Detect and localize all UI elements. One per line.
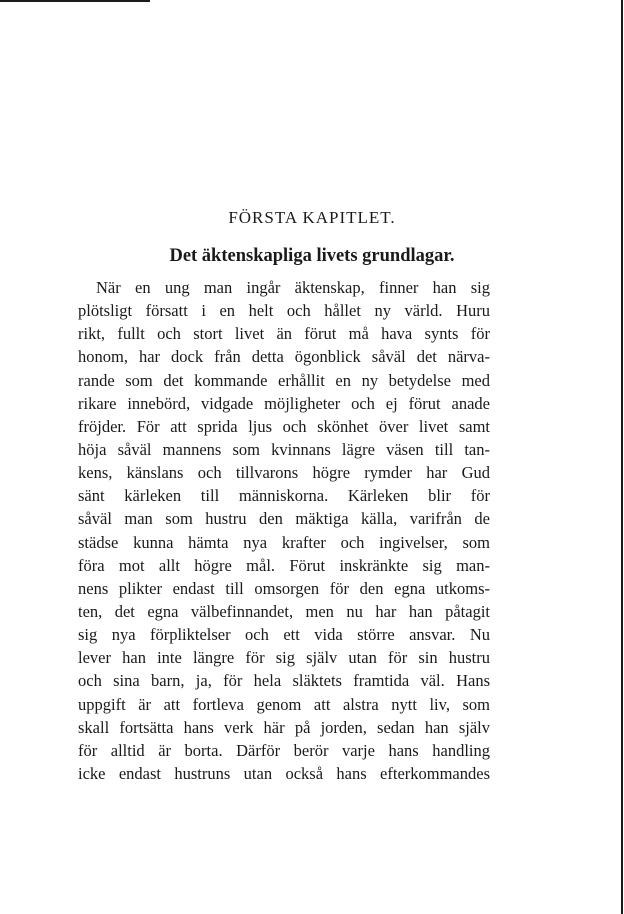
paragraph-line: skall fortsätta hans verk här på jorden, sedan han själv (78, 717, 490, 737)
paragraph-line: sig nya förpliktelser och ett vida större ansvar. Nu (78, 625, 490, 645)
chapter-heading: FÖRSTA KAPITLET. (228, 208, 396, 227)
paragraph-line: och sina barn, ja, för hela släktets framtida väl. Hans (78, 671, 490, 691)
body-paragraph (78, 276, 490, 785)
paragraph-line: ten, det egna välbefinnandet, men nu har han påtagit (78, 601, 490, 621)
paragraph-line: När en ung man ingår äktenskap, finner han sig (96, 278, 490, 297)
paragraph-line: lever han inte längre för sig själv utan för sin hustru (78, 648, 490, 668)
paragraph-line: fröjder. För att sprida ljus och skönhet över livet samt (78, 416, 490, 436)
paragraph-line: sänt kärleken till människorna. Kärleken blir för (78, 486, 490, 506)
paragraph-line: rikare innebörd, vidgade möjligheter och ej förut anade (78, 393, 490, 413)
paragraph-line: plötsligt försatt i en helt och hållet ny värld. Huru (78, 301, 490, 321)
section-title: Det äktenskapliga livets grundlagar. (169, 246, 455, 266)
scan-right-edge (621, 0, 623, 914)
paragraph-line: icke endast hustruns utan också hans efterkommandes (78, 763, 490, 783)
paragraph-line: rande som det kommande erhållit en ny betydelse med (78, 370, 490, 390)
paragraph-line: städse kunna hämta nya krafter och ingivelser, som (78, 532, 490, 552)
paragraph-line: för alltid är borta. Därför berör varje hans handling (78, 740, 490, 760)
paragraph-line: föra mot allt högre mål. Förut inskränkte sig man- (78, 555, 490, 575)
paragraph-line: rikt, fullt och stort livet än förut må hava synts för (78, 324, 490, 344)
paragraph-line: uppgift är att fortleva genom att alstra nytt liv, som (78, 694, 490, 714)
scan-top-edge-gap (150, 0, 624, 2)
paragraph-line: nens plikter endast till omsorgen för den egna utkoms- (78, 578, 490, 598)
paragraph-line: kens, känslans och tillvarons högre rymder har Gud (78, 463, 490, 483)
paragraph-line: såväl man som hustru den mäktiga källa, varifrån de (78, 509, 490, 529)
paragraph-line: höja såväl mannens som kvinnans lägre väsen till tan- (78, 439, 490, 459)
paragraph-line: honom, har dock från detta ögonblick såväl det närva- (78, 347, 490, 367)
